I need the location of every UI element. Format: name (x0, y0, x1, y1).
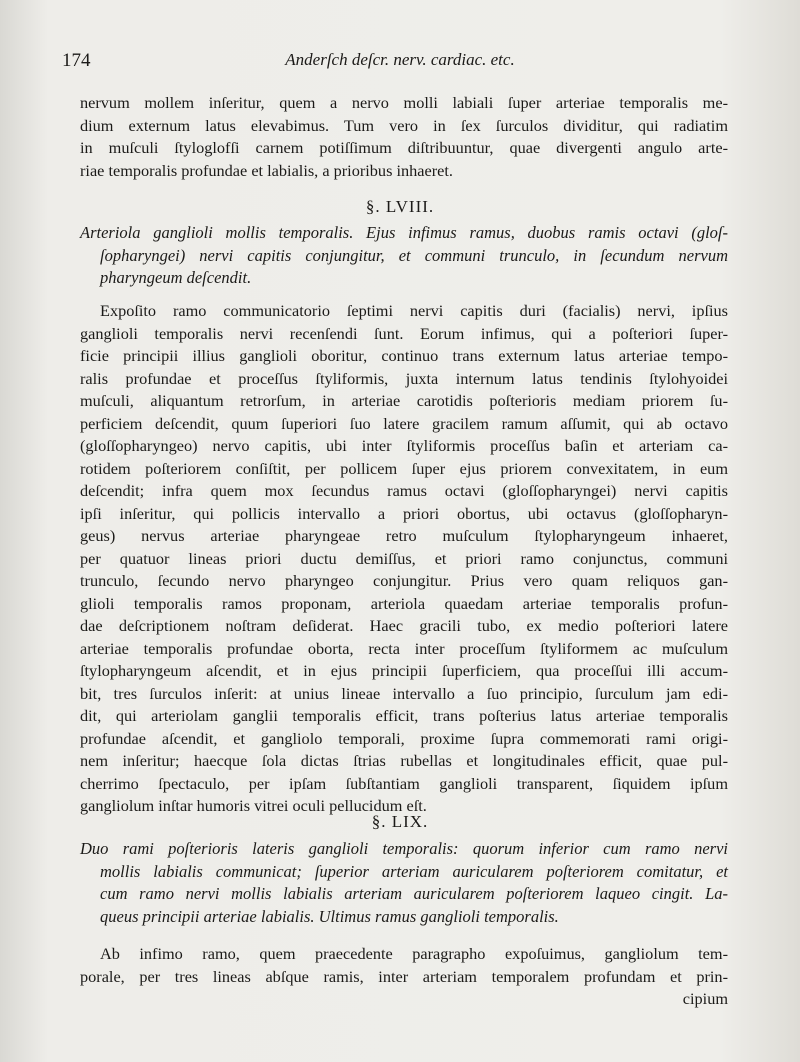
section-heading-59: §. LIX. (371, 812, 429, 831)
section-heading-58: §. LVIII. (365, 197, 435, 216)
text-line: geus) nervus arteriae pharyngeae retro muſculum ſtylopharyngeum inhaeret, (80, 526, 728, 545)
text-line: nem inſeritur; haecque ſola dictas ſtrias rubellas et longitudinales efficit, quae pul- (80, 751, 728, 770)
summary-line: mollis labialis communicat; ſuperior arteriam auricularem poſteriorem comitatur, et (100, 861, 728, 881)
summary-line: queus principii arteriae labialis. Ultimus ramus ganglioli temporalis. (100, 906, 559, 926)
text-line: ralis profundae et proceſſus ſtyliformis, juxta internum latus tendinis ſtylohyoidei (80, 368, 728, 388)
text-line: ipſi inſeritur, qui pollicis intervallo a priori obortus, ubi octavus (gloſſopharyn- (80, 503, 728, 523)
text-line: per quatuor lineas priori ductu demiſſus, et priori ramo conjunctus, communi (80, 548, 728, 568)
text-line: ſtylopharyngeum aſcendit, et in ejus principii ſuperficiem, qua proceſſui illi accum- (80, 661, 728, 680)
section-59-body (80, 943, 728, 1011)
text-line: (gloſſopharyngeo) nervo capitis, ubi inter ſtyliformis proceſſus baſin et arteriam ca- (80, 436, 728, 455)
text-line: cherrimo ſpectaculo, per ipſam ſubſtantiam ganglioli transparent, ſiquidem ipſum (80, 773, 728, 793)
summary-line: cum ramo nervi mollis labialis arteriam auricularem poſteriorem laqueo cingit. La- (100, 884, 728, 903)
page-number: 174 (62, 50, 91, 71)
summary-line: Arteriola ganglioli mollis temporalis. Ejus infimus ramus, duobus ramis octavi (gloſ- (80, 223, 728, 242)
text-line: cipium (682, 989, 728, 1008)
text-line: dit, qui arteriolam ganglii temporalis efficit, trans poſterius latus arteriae temporalis (80, 706, 728, 725)
text-line: riae temporalis profundae et labialis, a prioribus inhaeret. (80, 160, 453, 180)
section-58-summary (80, 222, 728, 290)
section-58-body (80, 300, 728, 818)
text-line: trunculo, ſecundo nervo pharyngeo conjungitur. Prius vero quam reliquos gan- (80, 571, 728, 590)
text-line: bit, tres ſurculos inſerit: at unius lineae intervallo a ſuo principio, ſurculum jam edi- (80, 683, 728, 703)
text-line: gangliolum inſtar humoris vitrei oculi pellucidum eſt. (80, 796, 427, 815)
text-line: deſcendit; infra quem mox ſecundus ramus octavi (gloſſopharyngei) nervi capitis (80, 481, 728, 500)
text-line: perficiem deſcendit, quum ſuperiori ſuo latere gracilem ramum aſſumit, qui ab octavo (80, 413, 728, 433)
text-line: dium externum latus elevabimus. Tum vero in ſex ſurculos dividitur, qui radiatim (80, 115, 728, 135)
intro-paragraph (80, 92, 728, 182)
text-line: dae deſcriptionem noſtram deſiderat. Haec gracili tubo, ex medio poſteriori latere (80, 616, 728, 635)
text-line: ficie principii illius ganglioli oboritur, continuo trans externum latus arteriae tempo- (80, 346, 728, 365)
summary-line: pharyngeum deſcendit. (100, 268, 252, 287)
text-line: porale, per tres lineas abſque ramis, inter arteriam temporalem profundam et prin- (80, 966, 728, 986)
text-line: profundae aſcendit, et gangliolo temporali, proxime ſupra commemorati rami origi- (80, 728, 728, 748)
text-line: Expoſito ramo communicatorio ſeptimi nervi capitis duri (facialis) nervi, ipſius (100, 301, 728, 320)
text-line: arteriae temporalis profundae oborta, recta inter proceſſum ſtyliformem ac muſculum (80, 638, 728, 658)
text-line: rotidem poſteriorem conſiſtit, per pollicem ſuper ejus priorem convexitatem, in eum (80, 458, 728, 478)
running-title: Anderſch deſcr. nerv. cardiac. etc. (285, 50, 515, 69)
summary-line: ſopharyngei) nervi capitis conjungitur, et communi trunculo, in ſecundum nervum (100, 245, 728, 265)
text-line: muſculi, aliquantum retrorſum, in arteriae carotidis poſterioris mediam priorem ſu- (80, 391, 728, 410)
text-line: nervum mollem inſeritur, quem a nervo molli labiali ſuper arteriae temporalis me- (80, 93, 728, 112)
text-line: in muſculi ſtyloglofſi carnem potiſſimum diſtribuuntur, quae divergenti angulo arte- (80, 138, 728, 157)
section-59-summary (80, 838, 728, 928)
text-line: Ab infimo ramo, quem praecedente paragrapho expoſuimus, gangliolum tem- (100, 944, 728, 963)
text-line: ganglioli temporalis nervi recenſendi ſunt. Eorum infimus, qui a poſteriori ſuper- (80, 323, 728, 343)
summary-line: Duo rami poſterioris lateris ganglioli temporalis: quorum inferior cum ramo nervi (80, 839, 728, 858)
text-line: glioli temporalis ramos proponam, arteriola quaedam arteriae temporalis profun- (80, 593, 728, 613)
page-header (62, 50, 738, 76)
